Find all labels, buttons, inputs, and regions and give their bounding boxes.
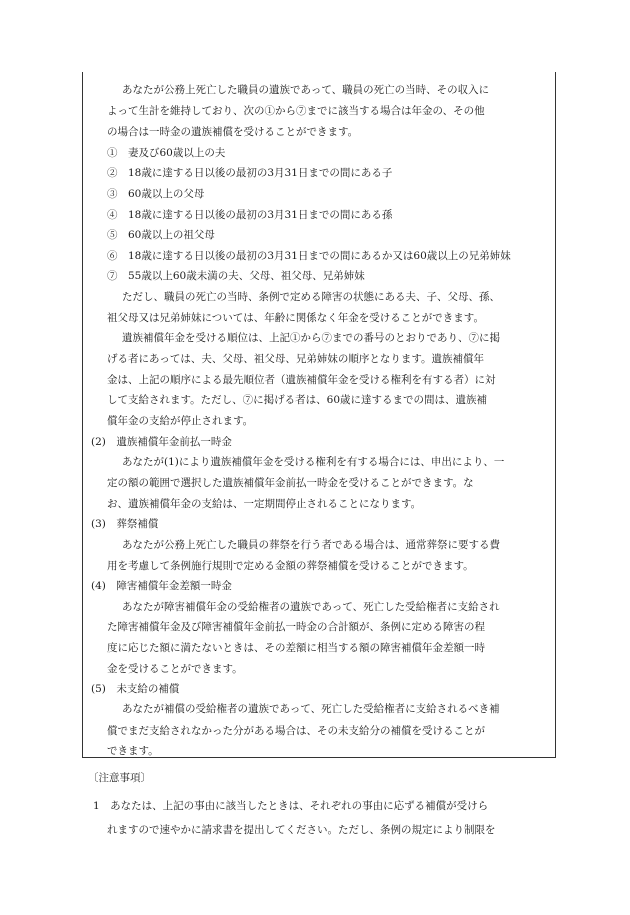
box-line: 金は、上記の順序による最先順位者（遺族補償年金を受ける権利を有する者）に対	[107, 373, 496, 386]
box-line: ⑤ 60歳以上の祖父母	[107, 229, 215, 242]
box-line: ⑦ 55歳以上60歳未満の夫、父母、祖父母、兄弟姉妹	[107, 270, 365, 283]
box-line: 遺族補償年金を受ける順位は、上記①から⑦までの番号のとおりであり、⑦に掲	[122, 332, 500, 345]
box-line: (2) 遺族補償年金前払一時金	[91, 435, 232, 448]
box-line: 用を考慮して条例施行規則で定める金額の葬祭補償を受けることができます。	[107, 559, 474, 572]
box-line: あなたが公務上死亡した職員の遺族であって、職員の死亡の当時、その収入に	[122, 84, 490, 96]
box-line: ただし、職員の死亡の当時、条例で定める障害の状態にある夫、子、父母、孫、	[122, 291, 500, 304]
box-line: た障害補償年金及び障害補償年金前払一時金の合計額が、条例に定める障害の程	[107, 620, 485, 633]
box-line: げる者にあっては、夫、父母、祖父母、兄弟姉妹の順序となります。遺族補償年	[107, 353, 485, 366]
box-line: 祖父母又は兄弟姉妹については、年齢に関係なく年金を受けることができます。	[107, 311, 484, 324]
box-line: ① 妻及び60歳以上の夫	[107, 146, 226, 159]
box-line: ③ 60歳以上の父母	[107, 187, 205, 200]
box-line: あなたが(1)により遺族補償年金を受ける権利を有する場合には、申出により、一	[122, 456, 505, 469]
box-line: 償でまだ支給されなかった分がある場合は、その未支給分の補償を受けることが	[107, 724, 485, 737]
box-line: の場合は一時金の遺族補償を受けることができます。	[107, 125, 359, 138]
notes-heading: 〔注意事項〕	[88, 772, 151, 784]
box-line: あなたが公務上死亡した職員の葬祭を行う者である場合は、通常葬祭に要する費	[122, 538, 500, 551]
box-line: よって生計を維持しており、次の①から⑦までに該当する場合は年金の、その他	[107, 105, 485, 118]
notes-line: れますので速やかに請求書を提出してください。ただし、条例の規定により制限を	[107, 824, 496, 836]
box-line: あなたが障害補償年金の受給権者の遺族であって、死亡した受給権者に支給され	[122, 600, 500, 613]
box-line: ④ 18歳に達する日以後の最初の3月31日までの間にある孫	[107, 208, 393, 221]
box-line: (3) 葬祭補償	[91, 518, 159, 531]
box-line: 償年金の支給が停止されます。	[107, 415, 254, 428]
box-line: あなたが補償の受給権者の遺族であって、死亡した受給権者に支給されるべき補	[122, 703, 500, 716]
box-line: (5) 未支給の補償	[91, 682, 180, 695]
box-line: お、遺族補償年金の支給は、一定期間停止されることになります。	[107, 497, 422, 510]
box-line: できます。	[107, 745, 159, 757]
box-line: (4) 障害補償年金差額一時金	[91, 580, 232, 593]
box-line: ② 18歳に達する日以後の最初の3月31日までの間にある子	[107, 167, 393, 180]
box-line: ⑥ 18歳に達する日以後の最初の3月31日までの間にあるか又は60歳以上の兄弟姉妹	[107, 249, 511, 262]
box-line: 定の額の範囲で選択した遺族補償年金前払一時金を受けることができます。な	[107, 476, 474, 489]
box-line: 金を受けることができます。	[107, 662, 243, 675]
box-line: 度に応じた額に満たないときは、その差額に相当する額の障害補償年金差額一時	[107, 642, 485, 655]
notes-line: 1 あなたは、上記の事由に該当したときは、それぞれの事由に応ずる補償が受けら	[93, 800, 489, 812]
box-line: して支給されます。ただし、⑦に掲げる者は、60歳に達するまでの間は、遺族補	[107, 394, 488, 407]
